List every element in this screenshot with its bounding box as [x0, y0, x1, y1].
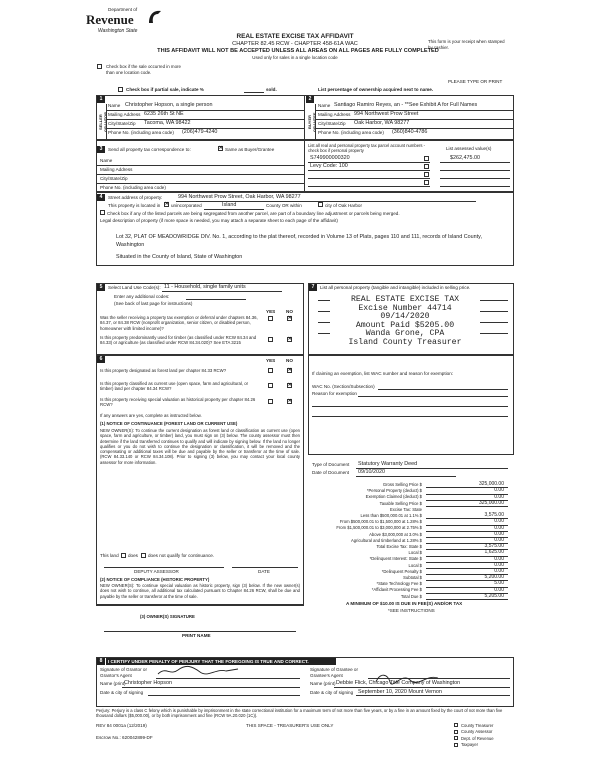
- stamp-line-5: Wanda Grone, CPA: [365, 329, 445, 339]
- buyer-city-label: City/State/Zip: [318, 121, 346, 126]
- does-checkbox[interactable]: [121, 553, 126, 558]
- ownership-note: List percentage of ownership acquired next to name.: [318, 87, 434, 92]
- calc-label: Total Excise Tax: State $: [376, 544, 422, 549]
- s6-q1-no-checkbox[interactable]: [287, 368, 292, 373]
- seller-phone-label: Phone No. (including area code): [108, 130, 174, 135]
- stamp-line-1: REAL ESTATE EXCISE TAX: [350, 295, 460, 304]
- calc-label: Exemption Claimed (deduct) $: [365, 494, 422, 500]
- street-label: Street address of property:: [108, 195, 163, 200]
- legal-situated[interactable]: Situated in the County of Island, State of Washington: [116, 254, 243, 260]
- calc-value[interactable]: 0.00: [494, 487, 504, 494]
- grantor-name-label: Name (print): [100, 681, 126, 686]
- escrow-number: Escrow No.: 620042899-DF: [96, 735, 153, 740]
- seller-name-label: Name: [108, 103, 121, 108]
- assessor-date: DATE: [258, 569, 270, 574]
- land-does-label: This land: [100, 553, 119, 558]
- copy-checkbox[interactable]: [454, 730, 458, 734]
- parcel-personal-checkbox-2[interactable]: [424, 164, 429, 169]
- copy-label: County Treasurer: [461, 722, 494, 728]
- grantee-date[interactable]: September 10, 2020 Mount Vernon: [358, 689, 442, 695]
- stamp-line-3: 09/14/2020: [380, 312, 430, 322]
- grantor-date-label: Date & city of signing: [100, 690, 144, 695]
- property-street[interactable]: 994 Northwest Prow Street, Oak Harbor, WA 98277: [178, 194, 301, 200]
- grantor-signature[interactable]: [156, 664, 240, 678]
- calc-label: *Personal Property (deduct) $: [366, 488, 422, 494]
- s6-yes: YES: [266, 358, 276, 363]
- calc-value[interactable]: 3,575.00: [484, 512, 504, 519]
- calc-value[interactable]: 325,000.00: [478, 481, 504, 488]
- parcel-personal-checkbox-1[interactable]: [424, 156, 429, 161]
- s6-q3-no-checkbox[interactable]: [287, 399, 292, 404]
- notice1-title: (1) NOTICE OF CONTINUANCE (FOREST LAND OR CURRENT USE): [100, 421, 238, 426]
- perjury-notice: Perjury: Perjury is a class C felony which is punishable by imprisonment in the state correctional institution for a maximum term of not more than five years, or by a fine in an amount fixed by the court of not more than five thousand dollars ($5,000.00), or by both imprisonment and fine (RCW 9A.20.020 (1C)).: [96, 708, 503, 719]
- corr-city-label: City/State/Zip: [100, 176, 128, 181]
- assessed-header: List assessed value(s): [446, 146, 492, 151]
- notice1-body: NEW OWNER(S): To continue the current designation as forest land or classification as current use (open space, farm and agriculture, or timber) land, you must sign on (3) below. The county assessor must then determine if the land transferred continues to qualify and will indicate by signing below. If the land no longer qualifies or you do not wish to continue the designation or classification, it will be removed and the compensating or additional taxes will be due and payable by the seller or transferor at the time of sale. (RCW 84.33.140 or RCW 84.34.108). Prior to signing (3) below, you may contact your local county assessor for more information.: [100, 428, 300, 465]
- calc-label: Agricultural and timberland at 1.28% $: [351, 537, 422, 543]
- calc-label: *Affidavit Processing Fee $: [371, 587, 422, 593]
- seller-phone[interactable]: (206)479-4240: [182, 129, 218, 135]
- s6-if-yes: If any answers are yes, complete as instructed below.: [100, 413, 202, 418]
- buyer-phone-label: Phone No. (including area code): [318, 130, 384, 135]
- buyer-side-label: BUYER GRANTEE: [307, 112, 317, 132]
- print-name: PRINT NAME: [182, 633, 211, 638]
- grantor-sig-label: Signature of Grantor or Grantor's Agent: [100, 667, 147, 678]
- parcel-personal-checkbox-4[interactable]: [424, 180, 429, 185]
- logo-dept: Department of: [108, 7, 138, 12]
- city-of-label: city of Oak Harbor: [325, 203, 363, 208]
- please-type: PLEASE TYPE OR PRINT: [448, 79, 503, 84]
- s6-q1-yes-checkbox[interactable]: [268, 368, 273, 373]
- q2-no-checkbox[interactable]: [287, 337, 292, 342]
- legal-label: Legal description of property (if more space is needed, you may attach a separate sheet to each page of the affidavit): [100, 218, 338, 223]
- corr-phone-label: Phone No. (including area code): [100, 185, 166, 190]
- stamp-line-4: Amount Paid $5205.00: [355, 320, 455, 330]
- form-title: REAL ESTATE EXCISE TAX AFFIDAVIT: [236, 33, 354, 40]
- segregated-label: Check box if any of the listed parcels are being segregated from another parcel, are part of a boundary line adjustment or parcels being merged.: [107, 211, 400, 216]
- calc-value[interactable]: 0.00: [494, 555, 504, 562]
- calc-label: Total Due $: [400, 593, 422, 599]
- unincorporated-label: unincorporated: [171, 203, 202, 208]
- calc-value[interactable]: 0.00: [494, 518, 504, 525]
- seller-side-label: SELLER GRANTOR: [98, 111, 108, 133]
- see-back: (See back of last page for instructions): [114, 301, 193, 306]
- grantee-name-label: Name (print): [310, 681, 336, 686]
- s6-q2-yes-checkbox[interactable]: [268, 383, 273, 388]
- county-name[interactable]: Island: [222, 202, 237, 208]
- calc-label: From $500,000.01 to $1,500,000 at 1.28% $: [339, 519, 422, 525]
- reason-label: Reason for exemption: [312, 391, 357, 396]
- treasurer-only: THIS SPACE - TREASURER'S USE ONLY: [246, 723, 334, 728]
- wac-label: WAC No. (Section/Subsection): [312, 384, 375, 389]
- notice3-title: (3) OWNER(S) SIGNATURE: [140, 614, 195, 619]
- copy-checkbox[interactable]: [454, 723, 458, 727]
- calc-label: Local $: [408, 562, 422, 568]
- buyer-phone[interactable]: (360)840-4786: [392, 129, 428, 135]
- land-use-yes: YES: [266, 309, 276, 314]
- calc-value[interactable]: 3,575.00: [484, 543, 504, 550]
- partial-sale-sold: sold.: [266, 87, 277, 92]
- doc-date[interactable]: 09/10/2020: [358, 469, 385, 475]
- partial-sale-checkbox[interactable]: [118, 87, 123, 92]
- section-6-tag: 6: [97, 356, 105, 363]
- calc-label: *Delinquent Penalty $: [381, 568, 422, 574]
- notice2-body: NEW OWNER(S): To continue special valuation as historic property, sign (3) below. If the new owner(s) does not wish to continue, all additional tax calculated pursuant to Chapter 84.26 RCW, shall be due and payable by the seller or transferor at the time of sale.: [100, 583, 300, 599]
- parcel-header: List all real and personal property tax parcel account numbers - check box if personal property: [308, 143, 426, 154]
- section-5-tag: 5: [97, 284, 105, 291]
- calc-value[interactable]: 5.00: [494, 580, 504, 587]
- corr-addr-label: Mailing Address: [100, 167, 133, 172]
- city-of-checkbox[interactable]: [318, 202, 323, 207]
- stamp-line-6: Island County Treasurer: [348, 337, 462, 347]
- form-subnote: Used only for sales in a single location code: [252, 55, 338, 60]
- exemption-box: [308, 355, 514, 455]
- located-in-label: This property is located in: [108, 203, 161, 208]
- calc-value[interactable]: 0.00: [494, 493, 504, 500]
- personal-property-label: List all personal property (tangible and intangible) included in selling price.: [320, 285, 471, 290]
- calc-label: Less than $500,000.01 at 1.1% $: [360, 513, 422, 518]
- stamp-line-2: Excise Number 44714: [358, 303, 452, 313]
- calc-value[interactable]: 0.00: [494, 530, 504, 537]
- logo: [84, 6, 170, 38]
- seller-address[interactable]: 6235 26th St NE: [144, 111, 184, 117]
- county-suffix: County OR within: [266, 203, 302, 208]
- s6-q3: Is this property receiving special valuation as historical property per chapter 84.26 RCW?: [100, 397, 256, 408]
- section-3-tag: 3: [97, 146, 105, 153]
- s6-q2: Is this property classified as current use (open space, farm and agricultural, or timber) land per chapter 84.34 RCW?: [100, 381, 249, 392]
- calc-label: Local $: [408, 550, 422, 556]
- section-1-tag: 1: [97, 96, 105, 103]
- section-4-tag: 4: [97, 194, 105, 201]
- land-use-q1: Was the seller receiving a property tax exemption or deferral under chapters 84.36, 84.37, or 84.38 RCW (nonprofit organization, senior citizen, or disabled person, homeowner with limited income)?: [100, 315, 258, 331]
- land-use-q2: Is this property predominantly used for timber (as classified under RCW 84.34 and 84.33) or agriculture (as classified under RCW 84.34.020)? See ETA 3215: [100, 335, 257, 346]
- same-as-buyer-label: Same as Buyer/Grantee: [225, 147, 275, 152]
- calc-value[interactable]: 5,205.00: [484, 592, 504, 599]
- buyer-address[interactable]: 994 Northwest Prow Street: [354, 111, 419, 117]
- calc-value[interactable]: 0.00: [494, 524, 504, 531]
- grantee-name[interactable]: Debbie Flick, Chicago Title Company of Washington: [336, 680, 461, 686]
- form-warning: THIS AFFIDAVIT WILL NOT BE ACCEPTED UNLESS ALL AREAS ON ALL PAGES ARE FULLY COMPLETED: [157, 48, 439, 54]
- calc-value[interactable]: 5,200.00: [484, 574, 504, 581]
- seller-city-label: City/State/Zip: [108, 121, 136, 126]
- q1-no-checkbox[interactable]: [287, 316, 292, 321]
- s6-no: NO: [286, 358, 293, 363]
- calc-label: From $1,500,000.01 to $3,000,000 at 2.75% $: [336, 525, 422, 531]
- s6-q3-yes-checkbox[interactable]: [268, 399, 273, 404]
- exemption-claim: If claiming an exemption, list WAC number and reason for exemption:: [312, 371, 454, 376]
- calc-value[interactable]: 0.00: [494, 568, 504, 574]
- levy-code[interactable]: Levy Code: 100: [310, 163, 348, 169]
- land-use-code[interactable]: 11 - Household, single family units: [164, 284, 246, 290]
- section-8-tag: 8: [97, 658, 105, 665]
- same-as-buyer-checkbox[interactable]: [218, 146, 223, 151]
- form-rev: REV 84 0001a (12/2019): [96, 723, 147, 728]
- additional-codes-label: Enter any additional codes:: [114, 294, 170, 299]
- calc-label: *State Technology Fee $: [376, 581, 422, 587]
- calc-label: Above $3,000,000 at 3.0% $: [369, 531, 422, 537]
- copy-checkbox[interactable]: [454, 743, 458, 747]
- s6-q1: Is this property designated as forest land per chapter 84.33 RCW?: [100, 368, 227, 373]
- certify-text-label: I CERTIFY UNDER PENALTY OF PERJURY THAT THE FOREGOING IS TRUE AND CORRECT.: [108, 659, 309, 664]
- segregated-checkbox[interactable]: [100, 210, 105, 215]
- land-use-label: Select Land Use Code(s):: [108, 285, 161, 290]
- form-chapters: CHAPTER 82.45 RCW - CHAPTER 458-61A WAC: [232, 41, 358, 47]
- seller-addr-label: Mailing Address: [108, 112, 141, 117]
- multi-location-label: Check box if the sale occurred in more than one location code.: [106, 64, 181, 75]
- grantee-sig-label: Signature of Grantee or Grantee's Agent: [310, 667, 359, 678]
- does-not-checkbox[interactable]: [141, 553, 146, 558]
- q2-yes-checkbox[interactable]: [268, 337, 273, 342]
- logo-revenue: Revenue: [86, 12, 134, 27]
- grantor-name[interactable]: Christopher Hopson: [124, 680, 172, 686]
- excise-stamp: [330, 296, 480, 348]
- seller-name[interactable]: Christopher Hopson, a single person: [125, 102, 213, 108]
- land-use-no: NO: [286, 309, 293, 314]
- calc-value[interactable]: 1,625.00: [484, 549, 504, 556]
- assessed-value[interactable]: $262,475.00: [450, 155, 480, 161]
- seller-city[interactable]: Tacoma, WA 98422: [144, 120, 191, 126]
- section-7-tag: 7: [309, 284, 317, 291]
- unincorporated-checkbox[interactable]: [164, 202, 169, 207]
- buyer-addr-label: Mailing Address: [318, 112, 351, 117]
- q1-yes-checkbox[interactable]: [268, 316, 273, 321]
- parcel-personal-checkbox-3[interactable]: [424, 172, 429, 177]
- see-instructions: *SEE INSTRUCTIONS: [388, 608, 435, 613]
- calc-label: Taxable Selling Price $: [379, 500, 422, 506]
- copy-label: County Assessor: [461, 729, 493, 734]
- does-label: does: [128, 553, 138, 558]
- correspondence-label: Send all property tax correspondence to:: [108, 147, 191, 152]
- doc-type[interactable]: Statutory Warranty Deed: [358, 461, 418, 467]
- buyer-name[interactable]: Santiago Ramiro Reyes, an - **See Exhibit A for Full Names: [334, 102, 478, 108]
- corr-name-label: Name: [100, 158, 113, 163]
- partial-sale-pct[interactable]: [244, 92, 264, 93]
- buyer-name-label: Name: [318, 103, 331, 108]
- legal-description[interactable]: Lot 32, PLAT OF MEADOWRIDGE DIV. No. 1, according to the plat thereof, recorded in Volume 13 of Plats, pages 110 and 111, records of Island County, Washington: [116, 234, 482, 248]
- calc-value[interactable]: 0.00: [494, 586, 504, 593]
- multi-location-checkbox[interactable]: [97, 64, 102, 69]
- grantee-signature[interactable]: [372, 670, 442, 686]
- receipt-note: This form is your receipt when stamped by cashier.: [428, 39, 505, 50]
- logo-swoosh-icon: [146, 8, 164, 26]
- deputy-assessor: DEPUTY ASSESSOR: [134, 569, 179, 574]
- logo-state: Washington State: [98, 28, 138, 34]
- partial-sale-label: Check box if partial sale, indicate %: [126, 87, 204, 92]
- minimum-due: A MINIMUM OF $10.00 IS DUE IN FEE(S) AND/OR TAX: [346, 601, 463, 606]
- grantee-date-label: Date & city of signing: [310, 690, 354, 695]
- copy-checkbox[interactable]: [454, 736, 458, 740]
- calc-value[interactable]: 325,000.00: [478, 499, 504, 506]
- buyer-city[interactable]: Oak Harbor, WA 98277: [354, 120, 410, 126]
- parcel-number[interactable]: S749900000320: [310, 155, 350, 161]
- does-not-label: does not qualify for continuance.: [148, 553, 215, 558]
- calc-label: Subtotal $: [403, 575, 422, 580]
- doc-type-label: Type of Document: [312, 462, 350, 467]
- calc-label: Excise Tax: State: [389, 506, 422, 512]
- doc-date-label: Date of Document: [312, 470, 350, 475]
- calc-label: *Delinquent Interest: State $: [369, 556, 422, 562]
- section-2-tag: 2: [306, 96, 314, 103]
- calc-value[interactable]: 0.00: [494, 561, 504, 568]
- calc-label: Gross Selling Price $: [382, 482, 422, 487]
- copy-label: Dept. of Revenue: [461, 735, 494, 741]
- copy-label: Taxpayer: [461, 742, 478, 747]
- s6-q2-no-checkbox[interactable]: [287, 383, 292, 388]
- calc-value[interactable]: 0.00: [494, 537, 504, 543]
- notice2-title: (2) NOTICE OF COMPLIANCE (HISTORIC PROPERTY): [100, 577, 210, 582]
